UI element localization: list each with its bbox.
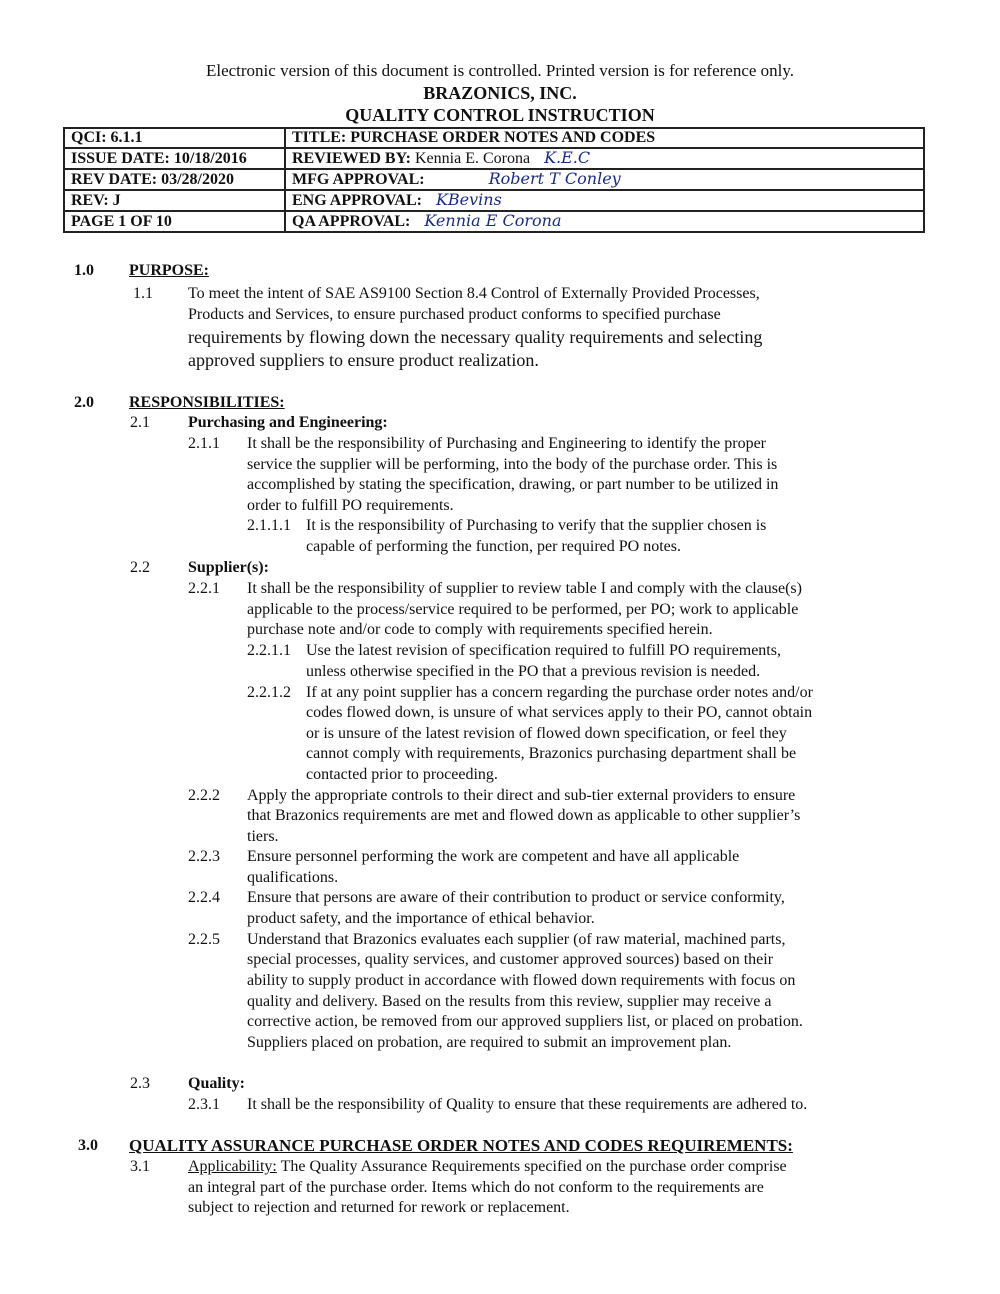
reviewer-name: Kennia E. Corona: [415, 150, 531, 167]
paragraph-line: tiers.: [247, 828, 279, 845]
paragraph-line: codes flowed down, is unsure of what services apply to their PO, cannot obtain: [306, 704, 813, 721]
reviewer-signature: K.E.C: [544, 148, 591, 167]
clause-number: 1.1: [133, 285, 153, 302]
paragraph-line: approved suppliers to ensure product realization.: [188, 350, 539, 370]
paragraph-line: Use the latest revision of specification required to fulfill PO requirements,: [306, 642, 781, 659]
table-row: [64, 169, 924, 190]
clause-number: 2.2.5: [188, 931, 220, 948]
paragraph-line: service the supplier will be performing, into the body of the purchase order. This is: [247, 456, 778, 473]
eng-approval-cell: [285, 190, 924, 211]
clause-number: 2.2.1.1: [247, 642, 291, 659]
section-heading: PURPOSE:: [129, 262, 209, 279]
paragraph-line: contacted prior to proceeding.: [306, 766, 498, 783]
paragraph-line: corrective action, be removed from our approved suppliers list, or placed on probation.: [247, 1013, 803, 1030]
paragraph-line: or is unsure of the latest revision of flowed down specification, or feel they: [306, 725, 787, 742]
paragraph-line: It is the responsibility of Purchasing to verify that the supplier chosen is: [306, 517, 767, 534]
issue-date: ISSUE DATE: 10/18/2016: [64, 148, 285, 169]
applicability-text: The Quality Assurance Requirements specified on the purchase order comprise: [276, 1158, 787, 1175]
paragraph-line: Understand that Brazonics evaluates each supplier (of raw material, machined parts,: [247, 931, 786, 948]
paragraph-line: ability to supply product in accordance with flowed down requirements with focus on: [247, 972, 796, 989]
clause-number: 2.3: [130, 1075, 150, 1092]
mfg-signature: Robert T Conley: [488, 169, 621, 188]
company-name: BRAZONICS, INC.: [423, 83, 577, 103]
subsection-heading: Purchasing and Engineering:: [188, 414, 388, 431]
page-count: PAGE 1 OF 10: [64, 211, 285, 232]
section-number: 3.0: [78, 1137, 98, 1154]
qa-approval-label: QA APPROVAL:: [292, 213, 411, 230]
clause-number: 2.2.1: [188, 580, 220, 597]
table-row: [64, 148, 924, 169]
paragraph-line: quality and delivery. Based on the results from this review, supplier may receive a: [247, 993, 772, 1010]
paragraph-line: To meet the intent of SAE AS9100 Section 8.4 Control of Externally Provided Processes,: [188, 285, 760, 302]
qci-number: QCI: 6.1.1: [64, 128, 285, 148]
paragraph-line: Products and Services, to ensure purchased product conforms to specified purchase: [188, 306, 721, 323]
section-number: 1.0: [74, 262, 94, 279]
clause-number: 2.3.1: [188, 1096, 220, 1113]
clause-number: 2.2.1.2: [247, 684, 291, 701]
paragraph-line: accomplished by stating the specification, drawing, or part number to be utilized in: [247, 476, 779, 493]
clause-number: 2.1.1.1: [247, 517, 291, 534]
clause-number: 2.1.1: [188, 435, 220, 452]
document-type: QUALITY CONTROL INSTRUCTION: [345, 105, 655, 125]
paragraph-line: subject to rejection and returned for rework or replacement.: [188, 1199, 570, 1216]
clause-number: 2.2: [130, 559, 150, 576]
reviewed-by-cell: [285, 148, 924, 169]
paragraph-line: Ensure that persons are aware of their contribution to product or service conformity,: [247, 889, 785, 906]
paragraph-line: It shall be the responsibility of supplier to review table I and comply with the clause(s): [247, 580, 802, 597]
qa-signature: Kennia E Corona: [424, 211, 562, 230]
paragraph-line: an integral part of the purchase order. Items which do not conform to the requirements are: [188, 1179, 764, 1196]
clause-number: 2.2.3: [188, 848, 220, 865]
reviewed-by-label: REVIEWED BY:: [292, 150, 411, 167]
mfg-approval-cell: [285, 169, 924, 190]
section-heading: QUALITY ASSURANCE PURCHASE ORDER NOTES AND CODES REQUIREMENTS:: [129, 1136, 793, 1155]
paragraph-line: [188, 1157, 787, 1177]
section-number: 2.0: [74, 394, 94, 411]
revision-letter: REV: J: [64, 190, 285, 211]
paragraph-line: It shall be the responsibility of Quality to ensure that these requirements are adhered to.: [247, 1096, 808, 1113]
paragraph-line: applicable to the process/service required to be performed, per PO; work to applicable: [247, 601, 799, 618]
document-header-table: [63, 127, 925, 233]
paragraph-line: qualifications.: [247, 869, 339, 886]
paragraph-line: It shall be the responsibility of Purchasing and Engineering to identify the proper: [247, 435, 766, 452]
controlled-notice: Electronic version of this document is controlled. Printed version is for reference only.: [205, 61, 795, 80]
paragraph-line: requirements by flowing down the necessary quality requirements and selecting: [188, 327, 763, 347]
paragraph-line: unless otherwise specified in the PO that a previous revision is needed.: [306, 663, 761, 680]
clause-number: 2.2.4: [188, 889, 220, 906]
qa-approval-cell: [285, 211, 924, 232]
paragraph-line: Suppliers placed on probation, are required to submit an improvement plan.: [247, 1034, 732, 1051]
eng-approval-label: ENG APPROVAL:: [292, 192, 422, 209]
table-row: [64, 190, 924, 211]
clause-number: 2.2.2: [188, 787, 220, 804]
paragraph-line: cannot comply with requirements, Brazonics purchasing department shall be: [306, 745, 797, 762]
subsection-heading: Supplier(s):: [188, 559, 269, 576]
paragraph-line: If at any point supplier has a concern regarding the purchase order notes and/or: [306, 684, 813, 701]
paragraph-line: Ensure personnel performing the work are competent and have all applicable: [247, 848, 740, 865]
paragraph-line: product safety, and the importance of ethical behavior.: [247, 910, 595, 927]
paragraph-line: that Brazonics requirements are met and flowed down as applicable to other supplier’s: [247, 807, 801, 824]
mfg-approval-label: MFG APPROVAL:: [292, 171, 425, 188]
paragraph-line: special processes, quality services, and customer approved sources) based on their: [247, 951, 774, 968]
eng-signature: KBevins: [435, 190, 502, 209]
clause-number: 2.1: [130, 414, 150, 431]
paragraph-line: Apply the appropriate controls to their direct and sub-tier external providers to ensure: [247, 787, 796, 804]
revision-date: REV DATE: 03/28/2020: [64, 169, 285, 190]
applicability-label: Applicability:: [188, 1158, 277, 1175]
paragraph-line: purchase note and/or code to comply with requirements specified herein.: [247, 621, 713, 638]
clause-number: 3.1: [130, 1158, 150, 1175]
subsection-heading: Quality:: [188, 1075, 245, 1092]
document-title: TITLE: PURCHASE ORDER NOTES AND CODES: [285, 128, 924, 148]
table-row: [64, 211, 924, 232]
paragraph-line: capable of performing the function, per required PO notes.: [306, 538, 681, 555]
paragraph-line: order to fulfill PO requirements.: [247, 497, 454, 514]
table-row: [64, 128, 924, 148]
section-heading: RESPONSIBILITIES:: [129, 394, 285, 411]
